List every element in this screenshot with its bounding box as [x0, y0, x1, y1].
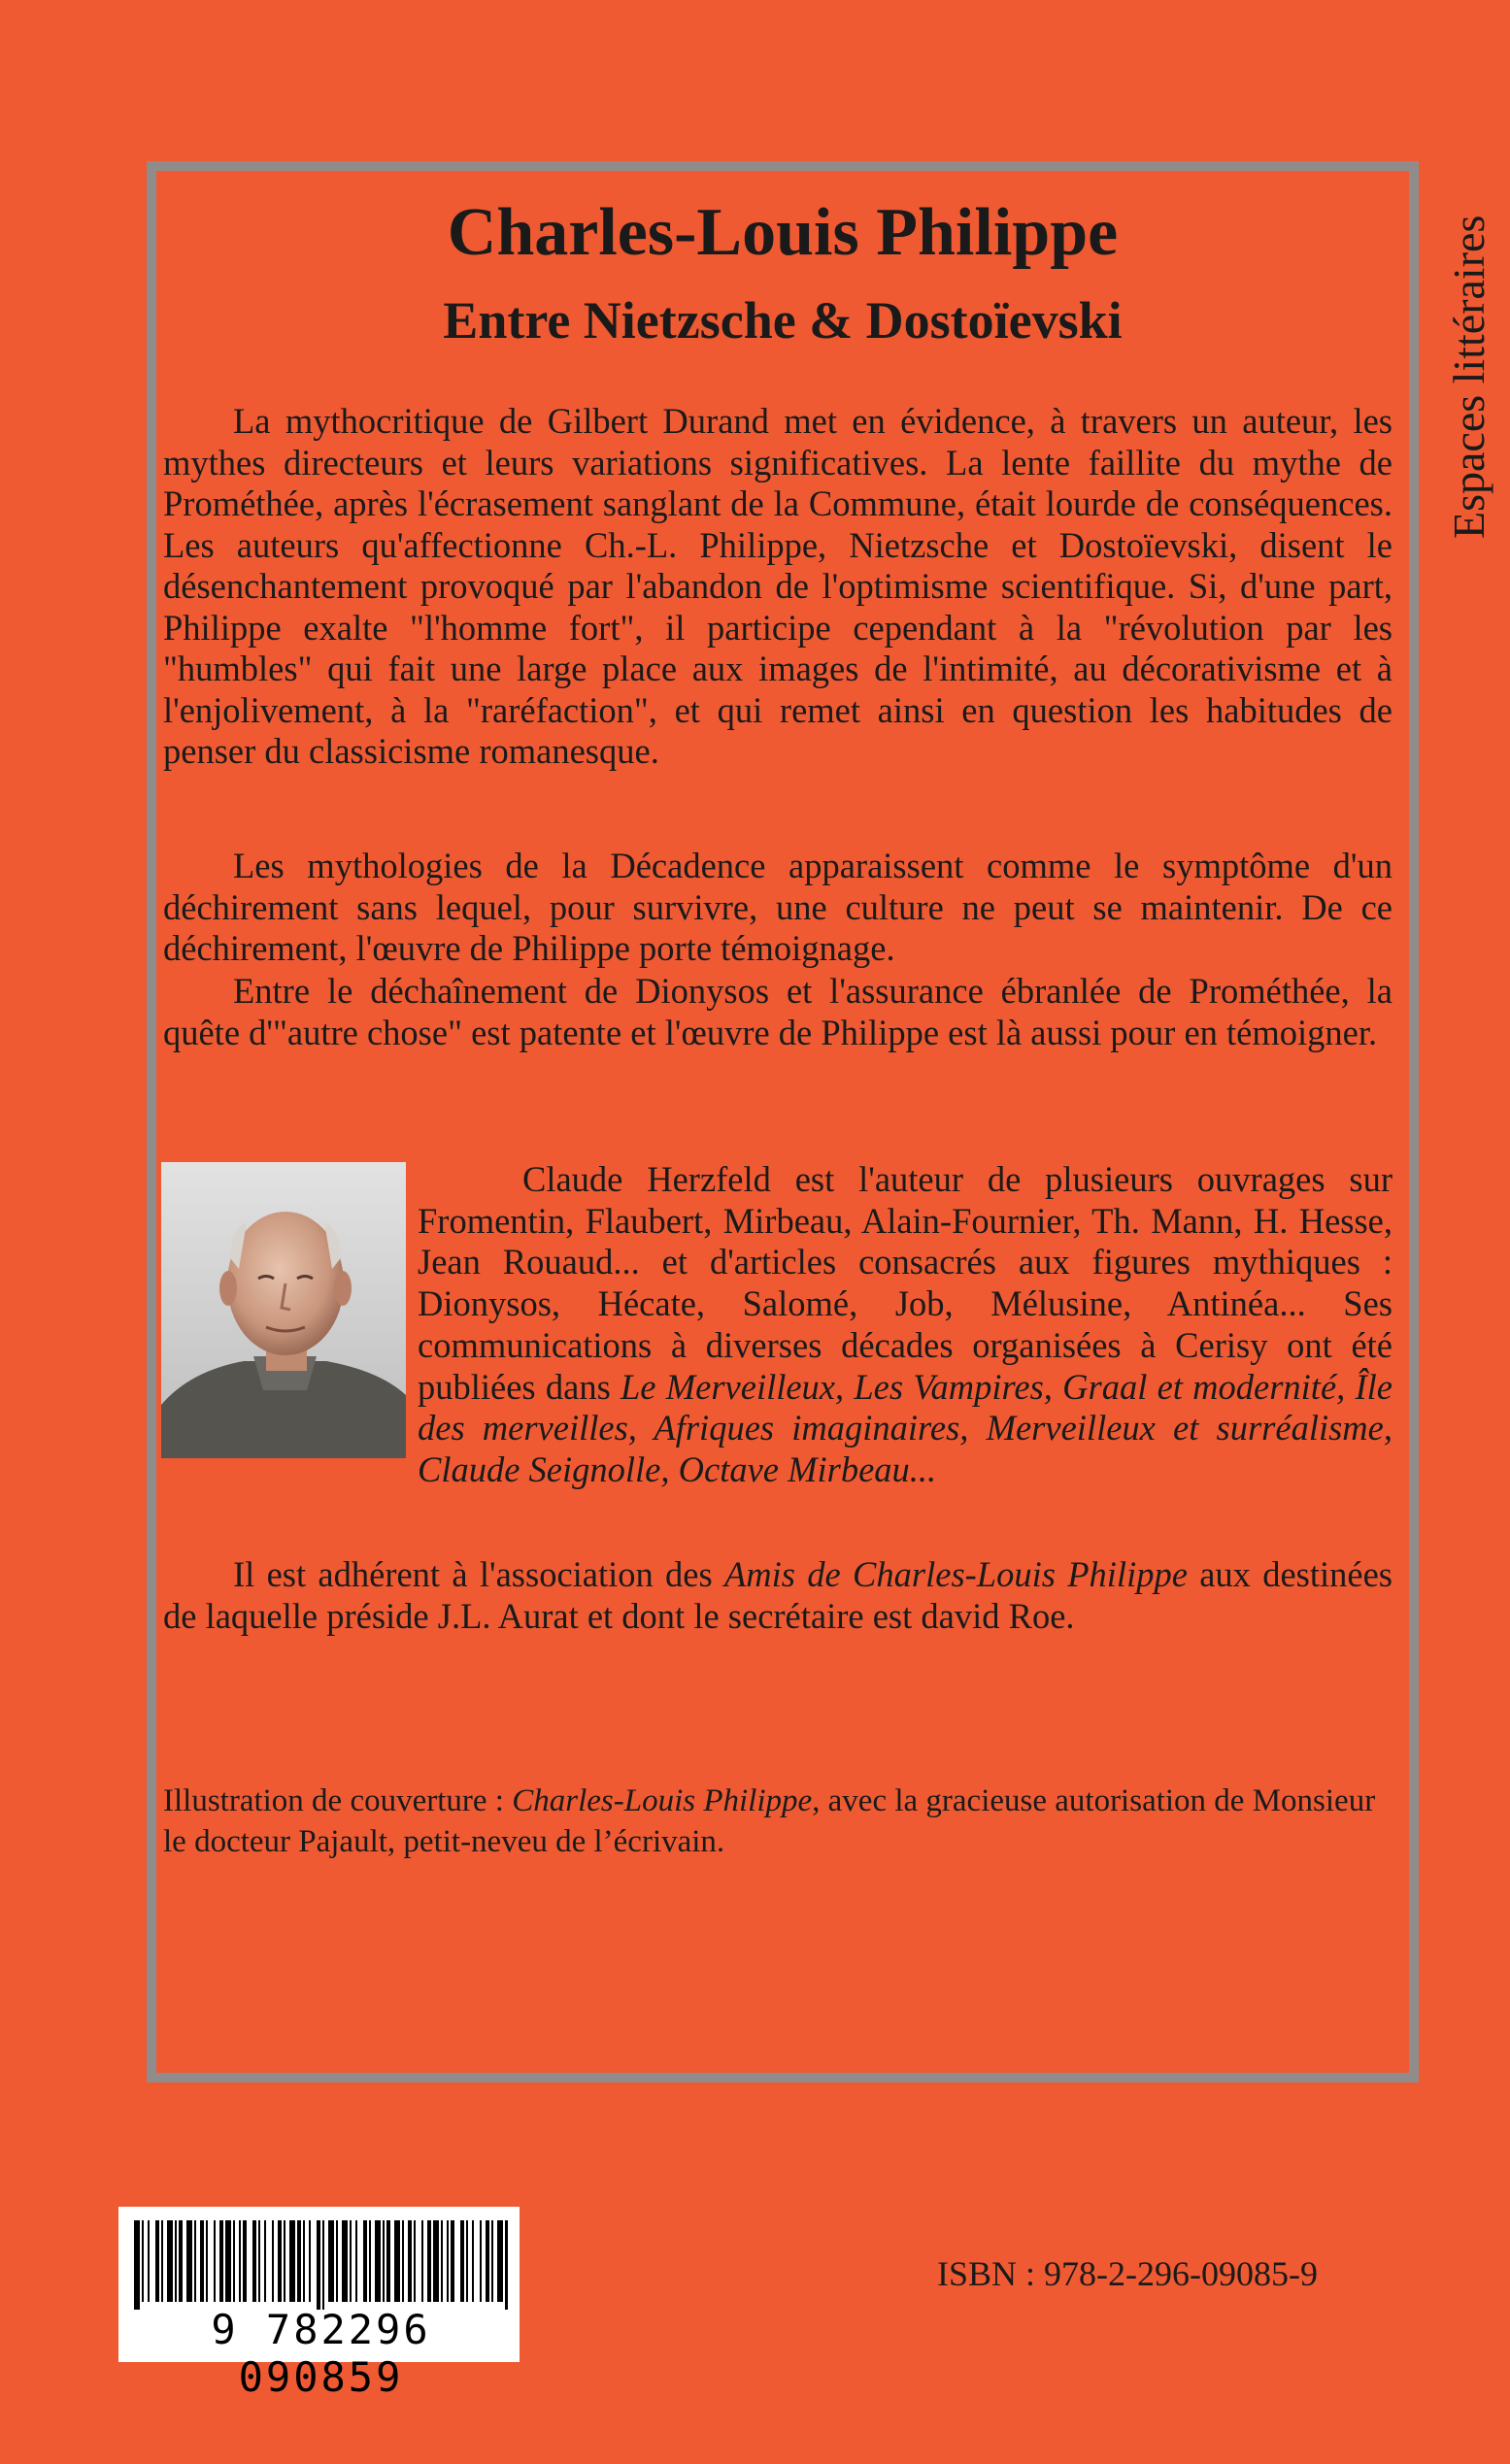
isbn: ISBN : 978-2-296-09085-9 [937, 2254, 1318, 2293]
barcode-bar [167, 2220, 173, 2302]
barcode-bar [155, 2220, 159, 2302]
barcode-bar [375, 2220, 381, 2302]
barcode-bar [451, 2220, 454, 2302]
barcode-number: 9 782296 090859 [211, 2306, 431, 2401]
bio-works-list: Le Merveilleux, Les Vampires, Graal et modernité, Île des merveilles, Afriques imaginaires, Merveilleux et surréalisme, Claude Seignolle, Octave Mirbeau... [418, 1366, 1393, 1489]
barcode-bar [350, 2220, 352, 2302]
credit-before: Illustration de couverture : [163, 1783, 513, 1818]
barcode-bar [186, 2220, 192, 2302]
barcode-bar [414, 2220, 416, 2302]
barcode-bar [278, 2220, 282, 2302]
barcode-bar [505, 2220, 508, 2310]
barcode-bar [480, 2220, 482, 2302]
barcode-bar [194, 2220, 196, 2302]
series-label [1440, 150, 1498, 539]
barcode-bar [383, 2220, 385, 2302]
barcode-bar [460, 2220, 464, 2302]
barcode-bar [427, 2220, 431, 2302]
barcode-bar [179, 2220, 183, 2302]
bio2-after: aux destinées de laquelle préside J.L. Aurat et dont le secrétaire est david Roe. [163, 1554, 1393, 1636]
barcode-bar [297, 2220, 301, 2302]
barcode [118, 2207, 520, 2401]
barcode-bar [441, 2220, 443, 2302]
barcode-bar [394, 2220, 400, 2302]
barcode-bar [466, 2220, 468, 2302]
association-name: Amis de Charles-Louis Philippe [724, 1554, 1188, 1594]
book-title: Charles-Louis Philippe [447, 195, 1119, 270]
summary-paragraph-2: Les mythologies de la Décadence apparaissent comme le symptôme d'un déchirement sans lequel, pour survivre, une culture ne peut se maintenir. De ce déchirement, l'œuvre de Philippe porte témoignage. [163, 846, 1393, 968]
barcode-bar [214, 2220, 216, 2302]
author-bio-paragraph-1 [163, 1159, 1393, 1491]
barcode-bar [134, 2220, 140, 2310]
book-subtitle: Entre Nietzsche & Dostoïevski [443, 291, 1123, 350]
barcode-bar [472, 2220, 474, 2302]
barcode-bar [355, 2220, 357, 2302]
barcode-bar [233, 2220, 235, 2302]
barcode-bar [369, 2220, 371, 2302]
barcode-bar [303, 2220, 305, 2302]
barcode-bar [252, 2220, 256, 2302]
barcode-bar [161, 2220, 163, 2302]
barcode-bar [289, 2220, 295, 2302]
barcode-bar [309, 2220, 311, 2302]
barcode-bar [408, 2220, 412, 2302]
barcode-bar [219, 2220, 223, 2302]
series-text: Espaces littéraires [1444, 215, 1493, 539]
barcode-bar [386, 2220, 390, 2302]
barcode-bar [433, 2220, 439, 2302]
summary-paragraph-1: La mythocritique de Gilbert Durand met en évidence, à travers un auteur, les mythes directeurs et leurs variations significatives. La lente faillite du mythe de Prométhée, après l'écrasement sanglant de la Commune, était lourde de conséquences. Les auteurs qu'affectionne Ch.-L. Philippe, Nietzsche et Dostoïevski, disent le désenchantement provoqué par l'abandon de l'optimisme scientifique. Si, d'une part, Philippe exalte "l'homme fort", il participe cependant à la "révolution par les "humbles" qui fait une large place aux images de l'intimité, au décorativisme et à l'enjolivement, à la "raréfaction", et qui remet ainsi en question les habitudes de penser du classicisme romanesque. [163, 401, 1393, 771]
barcode-bar [447, 2220, 449, 2302]
credit-work: Charles-Louis Philippe [512, 1783, 813, 1818]
barcode-bar [272, 2220, 274, 2302]
barcode-bar [225, 2220, 231, 2302]
bio2-before: Il est adhérent à l'association des [233, 1554, 725, 1594]
barcode-bar [206, 2220, 208, 2302]
barcode-bar [322, 2220, 324, 2310]
barcode-bar [243, 2220, 247, 2302]
barcode-bar [148, 2220, 150, 2302]
barcode-bar [264, 2220, 266, 2302]
credit-after: , avec la gracieuse autorisation de Monsieur le docteur Pajault, petit-neveu de l’écrivain. [163, 1783, 1376, 1859]
barcode-bar [317, 2220, 320, 2310]
barcode-bar [258, 2220, 260, 2302]
barcode-bars [134, 2220, 508, 2310]
barcode-bar [200, 2220, 204, 2302]
barcode-bar [336, 2220, 338, 2302]
barcode-bar [486, 2220, 489, 2302]
barcode-bar [175, 2220, 177, 2302]
summary-paragraph-3: Entre le déchaînement de Dionysos et l'assurance ébranlée de Prométhée, la quête d'"autre chose" est patente et l'œuvre de Philippe est là aussi pour en témoigner. [163, 971, 1393, 1052]
author-bio-paragraph-2 [163, 1554, 1393, 1637]
barcode-bar [497, 2220, 503, 2302]
photo-spacer [163, 1159, 408, 1460]
barcode-bar [363, 2220, 367, 2302]
barcode-bar [421, 2220, 423, 2302]
barcode-bar [142, 2220, 144, 2302]
barcode-bar [239, 2220, 241, 2302]
barcode-bar [402, 2220, 404, 2302]
barcode-bar [491, 2220, 493, 2302]
bio-text: Claude Herzfeld est l'auteur de plusieurs ouvrages sur Fromentin, Flaubert, Mirbeau, Alain-Fournier, Th. Mann, H. Hesse, Jean Rouaud... et d'articles consacrés aux figures mythiques : Dionysos, Hécate, Salomé, Job, Mélusine, Antinéa... Ses communications à diverses décades organisées à Cerisy ont été publiées dans [418, 1159, 1393, 1407]
barcode-bar [328, 2220, 334, 2302]
cover-illustration-credit [163, 1781, 1393, 1862]
barcode-bar [284, 2220, 285, 2302]
barcode-bar [342, 2220, 348, 2302]
